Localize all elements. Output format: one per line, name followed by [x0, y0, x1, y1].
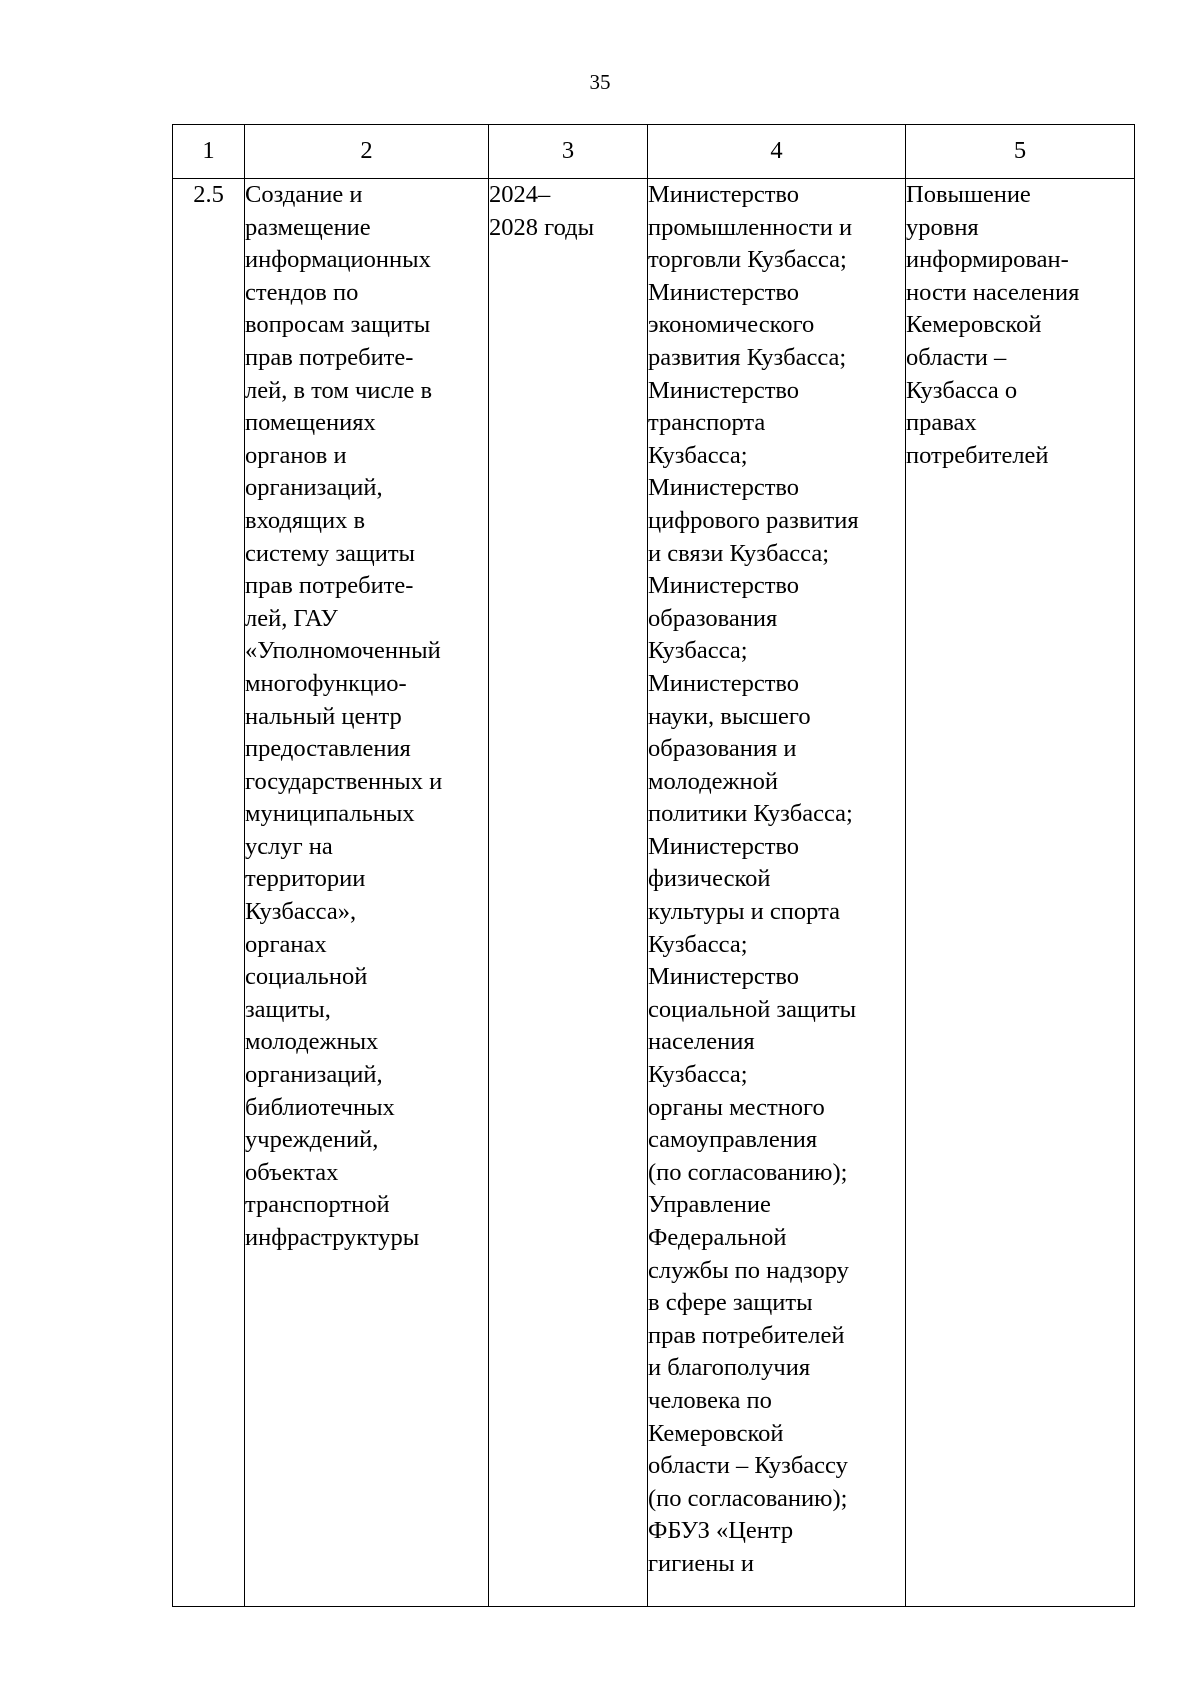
header-col-5: 5 [906, 125, 1135, 179]
cell-line: правах [906, 409, 977, 437]
cell-line: Кузбасса; [648, 441, 748, 469]
cell-line: (по согласованию); [648, 1484, 848, 1512]
result-cell [906, 179, 1135, 1607]
cell-line: Министерство [648, 669, 800, 697]
plan-table [172, 124, 1135, 1607]
cell-line: потребителей [906, 441, 1049, 469]
cell-line: молодежной [648, 767, 778, 795]
cell-line: размещение [245, 213, 371, 241]
cell-line: предоставления [245, 735, 411, 763]
cell-line: социальной [245, 963, 368, 991]
cell-line: вопросам защиты [245, 311, 431, 339]
cell-line: уровня [906, 213, 979, 241]
cell-line: Кузбасса», [245, 898, 357, 926]
measure-cell [245, 179, 489, 1607]
header-col-3: 3 [489, 125, 648, 179]
cell-line: организаций, [245, 1061, 383, 1089]
cell-line: Министерство [648, 474, 800, 502]
cell-line: политики Кузбасса; [648, 800, 853, 828]
cell-line: физической [648, 865, 771, 893]
cell-line: цифрового развития [648, 506, 859, 534]
table-row [173, 179, 1135, 1607]
cell-line: многофункцио- [245, 669, 407, 697]
cell-line: самоуправления [648, 1126, 818, 1154]
cell-line: Министерство [648, 572, 800, 600]
cell-line: области – Кузбассу [648, 1452, 848, 1480]
cell-line: защиты, [245, 995, 331, 1023]
cell-line: ФБУЗ «Центр [648, 1517, 794, 1545]
cell-line: Министерство [648, 278, 800, 306]
cell-line: образования и [648, 735, 797, 763]
cell-line: прав потребите- [245, 343, 414, 371]
cell-line: организаций, [245, 474, 383, 502]
cell-line: службы по надзору [648, 1256, 849, 1284]
cell-line: Федеральной [648, 1224, 787, 1251]
cell-line: «Уполномоченный [245, 637, 441, 665]
cell-line: Министерство [648, 376, 800, 404]
cell-line: развития Кузбасса; [648, 343, 847, 371]
cell-line: органов и [245, 441, 347, 469]
cell-line: учреждений, [245, 1126, 379, 1154]
cell-line: входящих в [245, 506, 366, 534]
cell-line: человека по [648, 1386, 772, 1414]
cell-line: Кемеровской [906, 311, 1042, 339]
cell-line: населения [648, 1028, 755, 1056]
cell-line: 2028 годы [489, 213, 595, 241]
cell-line: Кузбасса; [648, 637, 748, 665]
cell-line: лей, в том числе в [245, 376, 433, 404]
cell-line: лей, ГАУ [245, 604, 338, 632]
cell-line: образования [648, 604, 778, 632]
cell-line: промышленности и [648, 213, 853, 241]
header-col-2: 2 [245, 125, 489, 179]
cell-line: в сфере защиты [648, 1289, 813, 1317]
cell-line: Кузбасса о [906, 376, 1018, 404]
cell-line: Создание и [245, 181, 363, 208]
cell-line: информационных [245, 246, 431, 274]
cell-line: прав потребите- [245, 572, 414, 600]
cell-line: муниципальных [245, 800, 415, 828]
cell-line: Кемеровской [648, 1419, 784, 1447]
cell-line: Кузбасса; [648, 930, 748, 958]
cell-line: экономического [648, 311, 815, 339]
cell-line: Министерство [648, 963, 800, 991]
cell-line: услуг на [245, 832, 333, 860]
row-number: 2.5 [173, 179, 245, 1607]
cell-line: и связи Кузбасса; [648, 539, 830, 567]
period-cell [489, 179, 648, 1607]
cell-line: торговли Кузбасса; [648, 246, 847, 274]
cell-line: транспортной [245, 1191, 390, 1219]
header-col-1: 1 [173, 125, 245, 179]
cell-line: систему защиты [245, 539, 416, 567]
cell-line: органы местного [648, 1093, 825, 1121]
cell-line: 2024– [489, 181, 551, 208]
cell-line: Кузбасса; [648, 1061, 748, 1089]
cell-line: прав потребителей [648, 1321, 845, 1349]
cell-line: (по согласованию); [648, 1158, 848, 1186]
cell-line: объектах [245, 1158, 339, 1186]
cell-line: транспорта [648, 409, 766, 437]
cell-line: гигиены и [648, 1549, 755, 1577]
cell-line: территории [245, 865, 366, 893]
cell-line: библиотечных [245, 1093, 395, 1121]
header-row [173, 125, 1135, 179]
cell-line: социальной защиты [648, 995, 857, 1023]
cell-line: молодежных [245, 1028, 379, 1056]
cell-line: органах [245, 930, 327, 958]
cell-line: области – [906, 343, 1007, 371]
cell-line: культуры и спорта [648, 898, 840, 926]
executors-cell [648, 179, 906, 1607]
page-number: 35 [589, 70, 611, 94]
cell-line: Министерство [648, 832, 800, 860]
cell-line: ности населения [906, 278, 1080, 306]
cell-line: Управление [648, 1191, 771, 1219]
cell-line: нальный центр [245, 702, 402, 730]
cell-line: Министерство [648, 181, 800, 208]
cell-line: информирован- [906, 246, 1069, 274]
cell-line: Повышение [906, 181, 1031, 208]
cell-line: стендов по [245, 278, 359, 306]
cell-line: государственных и [245, 767, 443, 795]
cell-line: инфраструктуры [245, 1224, 420, 1251]
cell-line: и благополучия [648, 1354, 811, 1382]
cell-line: науки, высшего [648, 702, 811, 730]
header-col-4: 4 [648, 125, 906, 179]
cell-line: помещениях [245, 409, 376, 437]
